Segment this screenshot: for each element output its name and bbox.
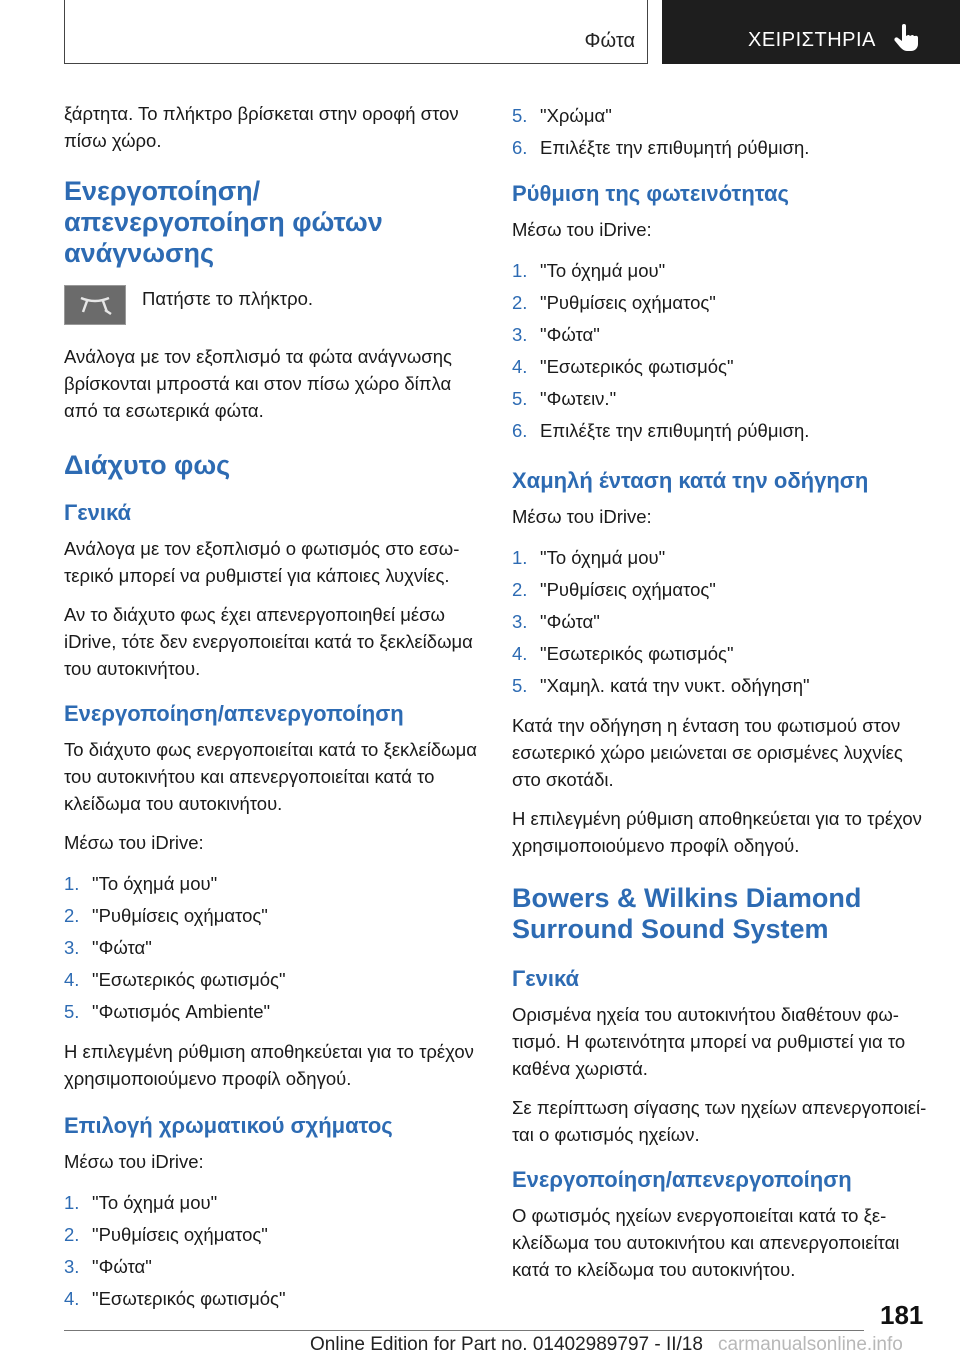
steps-list-low-intensity bbox=[512, 542, 928, 702]
saved-profile-paragraph: Η επιλεγμένη ρύθμιση αποθηκεύεται για το τρέχον χρησιμοποιούμενο προφίλ οδηγού. bbox=[64, 1041, 474, 1089]
hand-pointer-icon bbox=[894, 24, 920, 52]
steps-list-color bbox=[64, 1187, 480, 1315]
list-item-text: "Φώτα" bbox=[92, 937, 152, 958]
list-item-text: "Εσωτερικός φωτισμός" bbox=[540, 356, 734, 377]
list-item-text: "Ρυθμίσεις οχήματος" bbox=[540, 292, 716, 313]
header-chapter-box bbox=[662, 0, 960, 64]
left-column bbox=[64, 100, 480, 1325]
list-item bbox=[64, 1283, 480, 1315]
list-item-number: 1. bbox=[512, 547, 528, 568]
list-item-text: "Φώτα" bbox=[92, 1256, 152, 1277]
list-item-number: 1. bbox=[512, 260, 528, 281]
list-item-text: "Εσωτερικός φωτισμός" bbox=[540, 643, 734, 664]
heading-general: Γενικά bbox=[64, 500, 132, 525]
heading-general-2: Γενικά bbox=[512, 966, 580, 991]
list-item-text: "Εσωτερικός φωτισμός" bbox=[92, 969, 286, 990]
list-item bbox=[512, 255, 928, 287]
heading-on-off: Ενεργοποίηση/απενεργοποίηση bbox=[64, 701, 404, 726]
right-column bbox=[512, 100, 928, 1295]
steps-list-color-continued bbox=[512, 100, 928, 164]
list-item bbox=[64, 1219, 480, 1251]
list-item-number: 1. bbox=[64, 873, 80, 894]
list-item-number: 4. bbox=[512, 356, 528, 377]
list-item-number: 3. bbox=[64, 1256, 80, 1277]
steps-list-ambient bbox=[64, 868, 480, 1028]
list-item-text: "Ρυθμίσεις οχήματος" bbox=[540, 579, 716, 600]
list-item-text: "Φωτισμός Ambiente" bbox=[92, 1001, 271, 1022]
low-intensity-paragraph-2: Η επιλεγμένη ρύθμιση αποθηκεύεται για το τρέχον χρησιμοποιούμενο προφίλ οδηγού. bbox=[512, 808, 922, 856]
list-item-text: "Το όχημά μου" bbox=[540, 260, 666, 281]
header-section-box bbox=[64, 0, 648, 64]
list-item-text: "Φώτα" bbox=[540, 324, 600, 345]
list-item bbox=[512, 542, 928, 574]
list-item-number: 4. bbox=[64, 969, 80, 990]
list-item-number: 4. bbox=[512, 643, 528, 664]
list-item-number: 5. bbox=[512, 388, 528, 409]
list-item bbox=[512, 351, 928, 383]
list-item bbox=[512, 638, 928, 670]
list-item-number: 3. bbox=[512, 324, 528, 345]
via-idrive-4: Μέσω του iDrive: bbox=[512, 506, 652, 527]
list-item bbox=[512, 670, 928, 702]
list-item-number: 5. bbox=[512, 105, 528, 126]
heading-low-intensity: Χαμηλή ένταση κατά την οδήγηση bbox=[512, 468, 869, 493]
general-paragraph-2: Αν το διάχυτο φως έχει απενεργοποιηθεί μέσω iDrive, τότε δεν ενεργοποιείται κατά το ξεκλείδωμα του αυτοκινήτου. bbox=[64, 604, 473, 679]
via-idrive-2: Μέσω του iDrive: bbox=[64, 1151, 204, 1172]
list-item bbox=[64, 868, 480, 900]
list-item-text: Επιλέξτε την επιθυμητή ρύθμιση. bbox=[540, 420, 810, 441]
list-item-text: "Ρυθμίσεις οχήματος" bbox=[92, 1224, 268, 1245]
list-item bbox=[64, 964, 480, 996]
list-item bbox=[512, 287, 928, 319]
list-item-number: 5. bbox=[512, 675, 528, 696]
via-idrive-1: Μέσω του iDrive: bbox=[64, 832, 204, 853]
list-item-number: 5. bbox=[64, 1001, 80, 1022]
list-item-text: "Εσωτερικός φωτισμός" bbox=[92, 1288, 286, 1309]
heading-color-scheme: Επιλογή χρωματικού σχήματος bbox=[64, 1113, 393, 1138]
list-item bbox=[512, 574, 928, 606]
reading-light-button-image bbox=[64, 285, 126, 325]
heading-brightness: Ρύθμιση της φωτεινότητας bbox=[512, 181, 789, 206]
heading-bowers-wilkins: Bowers & Wilkins Diamond Surround Sound System bbox=[512, 883, 862, 944]
list-item bbox=[64, 900, 480, 932]
list-item-text: "Χρώμα" bbox=[540, 105, 612, 126]
intro-paragraph: ξάρτητα. Το πλήκτρο βρίσκεται στην οροφή στον πίσω χώρο. bbox=[64, 103, 459, 151]
list-item bbox=[512, 319, 928, 351]
list-item-number: 1. bbox=[64, 1192, 80, 1213]
low-intensity-paragraph-1: Κατά την οδήγηση η ένταση του φωτισμού στον εσωτερικό χώρο μειώνεται σε ορισμένες λυχνίες στο σκοτάδι. bbox=[512, 715, 903, 790]
list-item-text: "Φωτειν." bbox=[540, 388, 617, 409]
edition-text: Online Edition for Part no. 01402989797 - II/18 bbox=[310, 1334, 703, 1355]
reading-light-button-row bbox=[64, 285, 480, 329]
list-item-text: "Χαμηλ. κατά την νυκτ. οδήγηση" bbox=[540, 675, 810, 696]
list-item-text: "Το όχημά μου" bbox=[92, 1192, 218, 1213]
list-item bbox=[64, 1251, 480, 1283]
footer-divider bbox=[64, 1330, 864, 1331]
list-item-number: 2. bbox=[64, 905, 80, 926]
list-item bbox=[64, 1187, 480, 1219]
list-item-number: 2. bbox=[64, 1224, 80, 1245]
list-item-text: "Το όχημά μου" bbox=[92, 873, 218, 894]
list-item-number: 2. bbox=[512, 292, 528, 313]
list-item-number: 2. bbox=[512, 579, 528, 600]
list-item bbox=[512, 132, 928, 164]
list-item bbox=[64, 932, 480, 964]
heading-reading-lights: Ενεργοποίηση/απενεργοποίηση φώτων ανάγνωσης bbox=[64, 176, 383, 268]
heading-on-off-2: Ενεργοποίηση/απενεργοποίηση bbox=[512, 1167, 852, 1192]
on-off-paragraph: Το διάχυτο φως ενεργοποιείται κατά το ξεκλείδωμα του αυτοκινήτου και απενεργοποιείται κατά το κλείδωμα του αυτοκινήτου. bbox=[64, 739, 477, 814]
list-item bbox=[64, 996, 480, 1028]
watermark: carmanualsonline.info bbox=[718, 1334, 903, 1355]
bw-paragraph-1: Ορισμένα ηχεία του αυτοκινήτου διαθέτουν φωτισμό. Η φωτεινότητα μπορεί να ρυθμιστεί για το καθένα χωριστά. bbox=[512, 1004, 906, 1079]
list-item-number: 6. bbox=[512, 420, 528, 441]
list-item-number: 3. bbox=[64, 937, 80, 958]
list-item bbox=[512, 415, 928, 447]
button-instruction: Πατήστε το πλήκτρο. bbox=[142, 288, 314, 309]
list-item bbox=[512, 606, 928, 638]
steps-list-brightness bbox=[512, 255, 928, 447]
bw-paragraph-3: Ο φωτισμός ηχείων ενεργοποιείται κατά το ξεκλείδωμα του αυτοκινήτου και απενεργοποιείται κατά το κλείδωμα του αυτοκινήτου. bbox=[512, 1205, 900, 1280]
header-section-label: Φώτα bbox=[584, 30, 635, 52]
via-idrive-3: Μέσω του iDrive: bbox=[512, 219, 652, 240]
header-chapter-label: ΧΕΙΡΙΣΤΗΡΙΑ bbox=[748, 29, 876, 51]
general-paragraph-1: Ανάλογα με τον εξοπλισμό ο φωτισμός στο εσωτερικό μπορεί να ρυθμιστεί για κάποιες λυχνίες. bbox=[64, 538, 460, 586]
list-item-text: Επιλέξτε την επιθυμητή ρύθμιση. bbox=[540, 137, 810, 158]
list-item-number: 4. bbox=[64, 1288, 80, 1309]
bw-paragraph-2: Σε περίπτωση σίγασης των ηχείων απενεργοποιείται ο φωτισμός ηχείων. bbox=[512, 1097, 927, 1145]
list-item bbox=[512, 383, 928, 415]
list-item-text: "Το όχημά μου" bbox=[540, 547, 666, 568]
list-item-text: "Ρυθμίσεις οχήματος" bbox=[92, 905, 268, 926]
list-item-number: 6. bbox=[512, 137, 528, 158]
list-item bbox=[512, 100, 928, 132]
list-item-number: 3. bbox=[512, 611, 528, 632]
page-number: 181 bbox=[880, 1300, 924, 1330]
reading-lights-paragraph: Ανάλογα με τον εξοπλισμό τα φώτα ανάγνωσης βρίσκονται μπροστά και στον πίσω χώρο δίπλα από τα εσωτερικά φώτα. bbox=[64, 346, 452, 421]
reading-light-icon bbox=[65, 286, 125, 324]
heading-ambient-light: Διάχυτο φως bbox=[64, 450, 231, 480]
list-item-text: "Φώτα" bbox=[540, 611, 600, 632]
